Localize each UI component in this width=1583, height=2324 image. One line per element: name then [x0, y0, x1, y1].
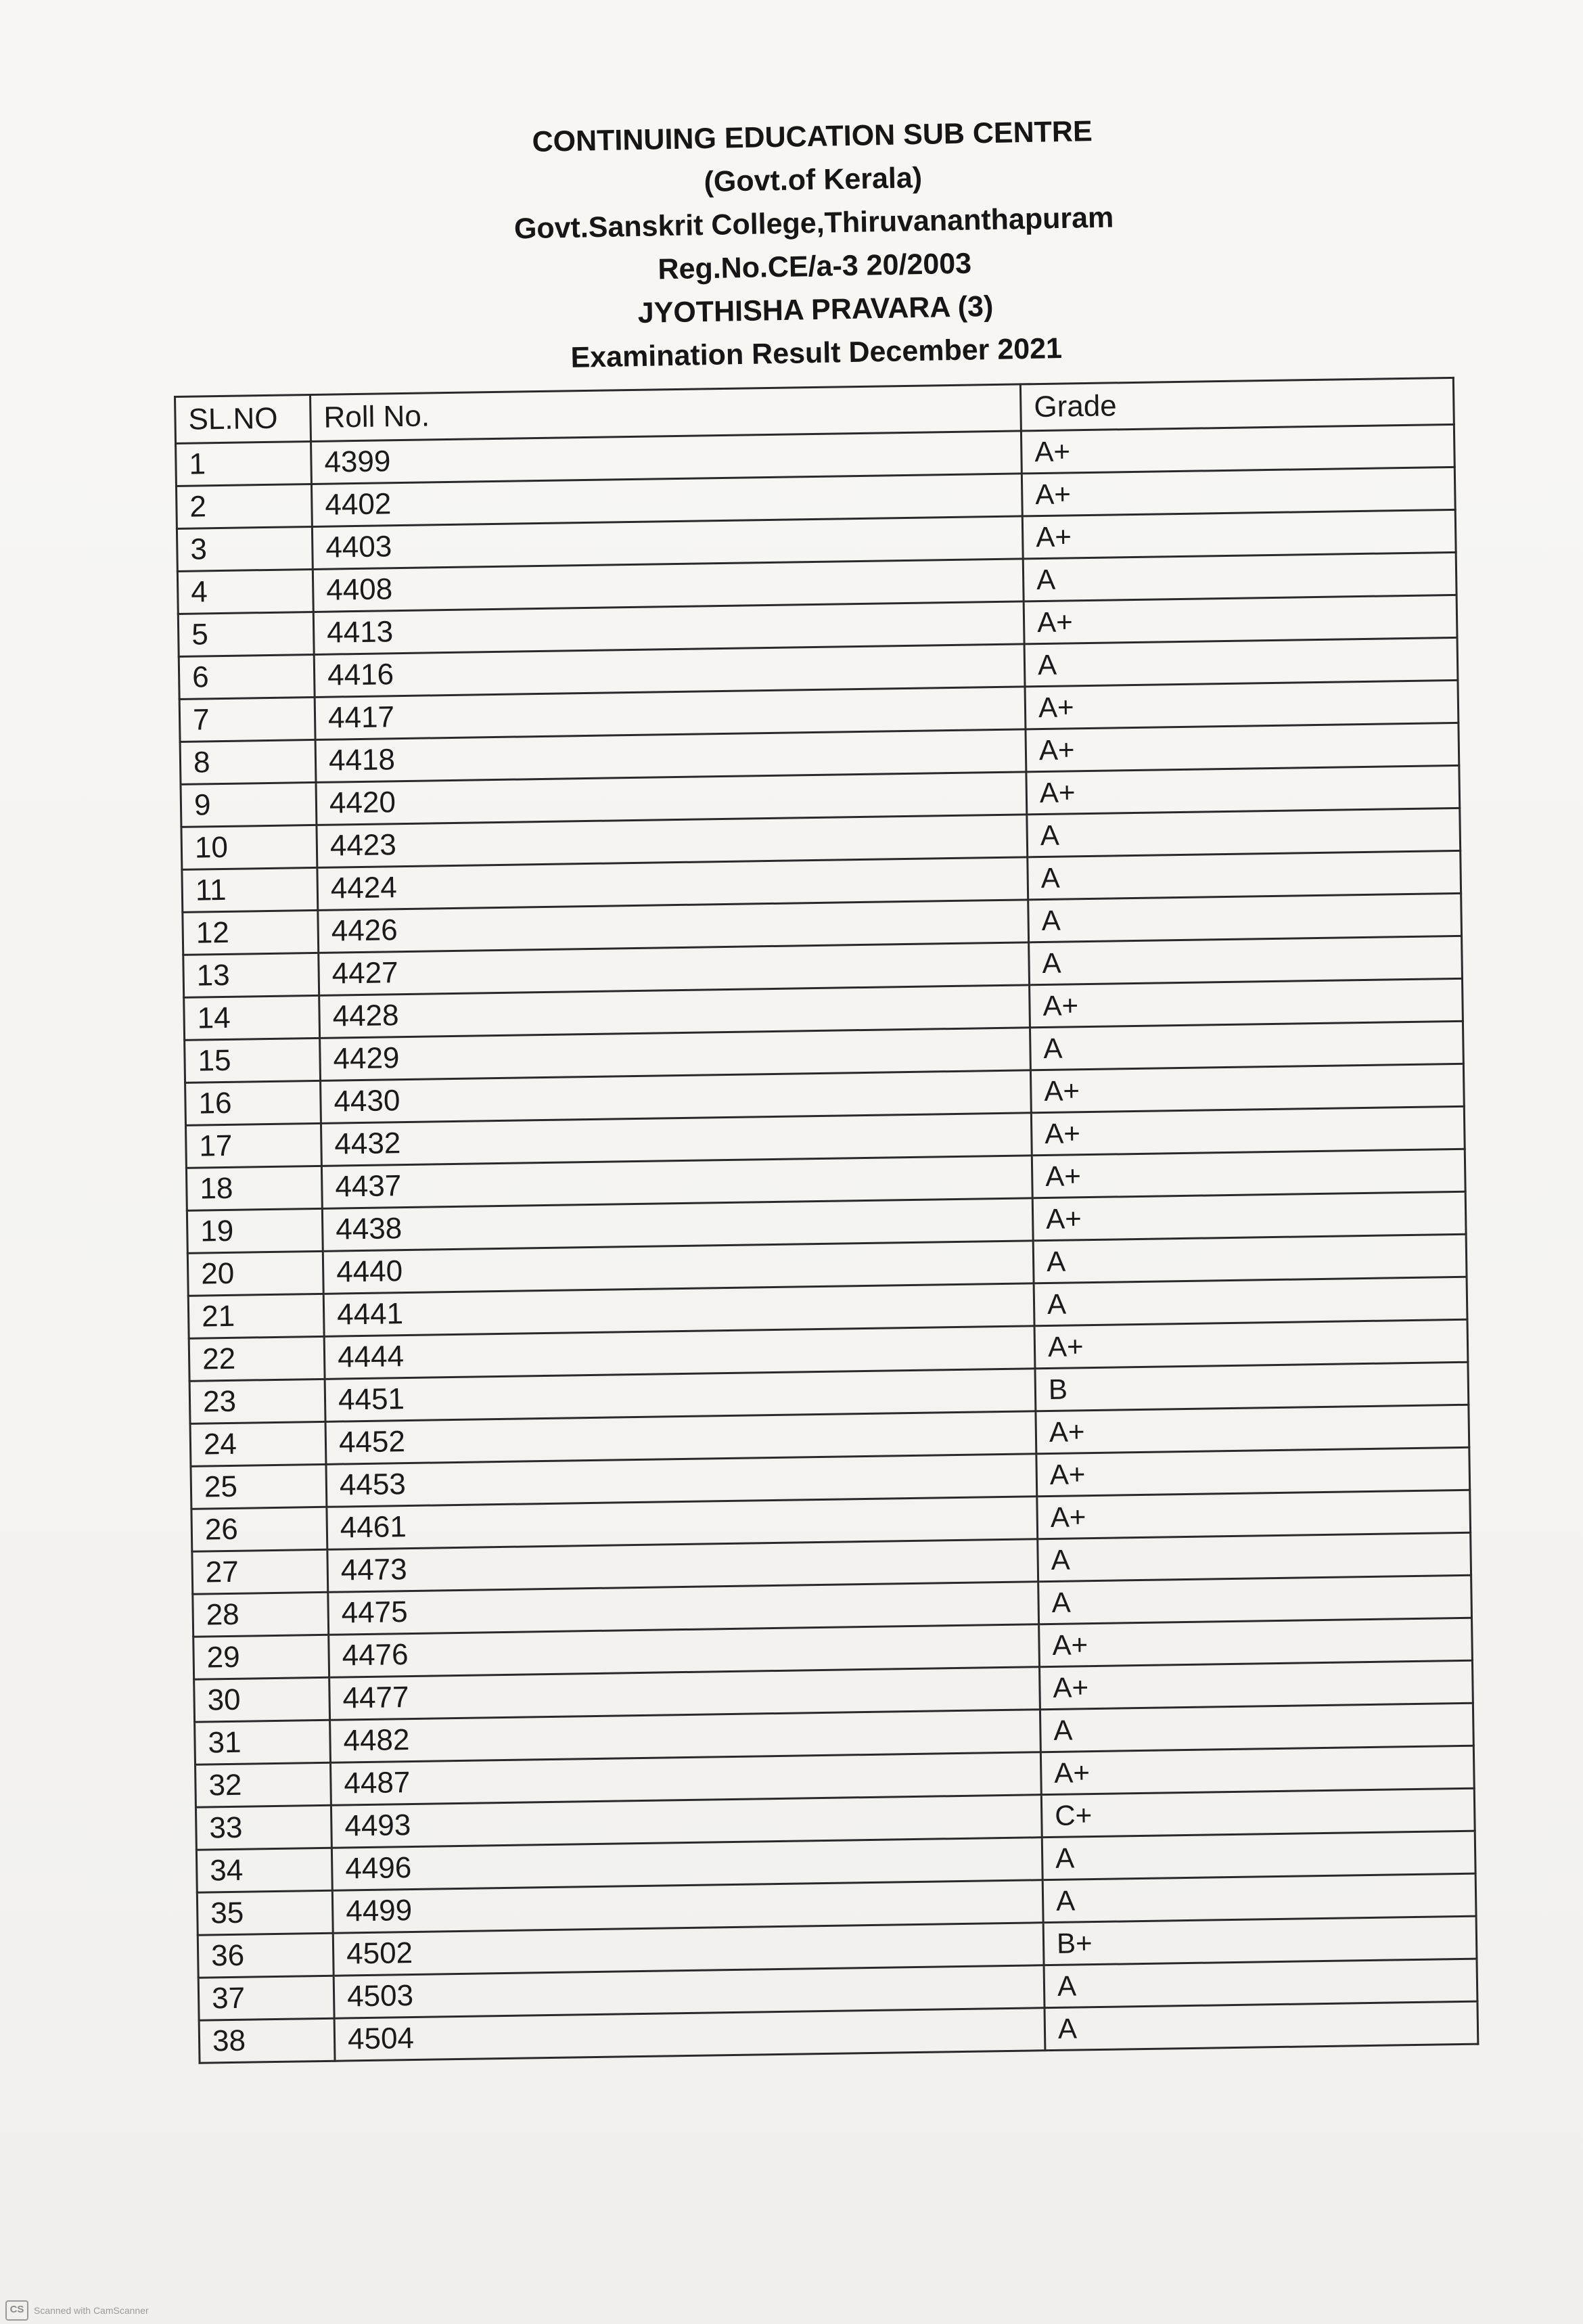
cell-sl-no: 29	[193, 1635, 329, 1679]
cell-grade: A+	[1036, 1447, 1470, 1496]
cell-grade: A	[1038, 1575, 1472, 1624]
cell-grade: A+	[1030, 978, 1463, 1027]
cell-roll-no: 4437	[321, 1156, 1032, 1209]
cell-sl-no: 25	[191, 1464, 327, 1509]
cell-sl-no: 16	[185, 1080, 321, 1125]
cell-sl-no: 11	[182, 867, 318, 912]
cell-grade: A+	[1026, 765, 1460, 814]
cell-grade: A	[1034, 1277, 1467, 1325]
cell-grade: A+	[1022, 509, 1456, 558]
cell-roll-no: 4432	[321, 1113, 1032, 1166]
cell-sl-no: 10	[181, 825, 317, 869]
cell-grade: A+	[1034, 1319, 1468, 1368]
cell-roll-no: 4399	[311, 431, 1022, 484]
cell-sl-no: 21	[188, 1294, 324, 1338]
cell-grade: B+	[1043, 1916, 1477, 1965]
cell-roll-no: 4451	[325, 1369, 1036, 1422]
cell-sl-no: 32	[196, 1762, 331, 1807]
cell-roll-no: 4413	[313, 601, 1024, 655]
cell-grade: A+	[1032, 1191, 1466, 1240]
cell-sl-no: 12	[183, 910, 319, 955]
cell-grade: A+	[1030, 1064, 1464, 1112]
cell-grade: A	[1028, 893, 1462, 942]
cell-sl-no: 4	[177, 569, 313, 614]
cell-sl-no: 34	[196, 1848, 332, 1892]
cell-sl-no: 19	[187, 1208, 323, 1253]
cell-grade: A	[1044, 1959, 1477, 2007]
cell-roll-no: 4461	[327, 1497, 1038, 1550]
header-institution: CONTINUING EDUCATION SUB CENTRE	[532, 115, 1093, 158]
header-reg-no: Reg.No.CE/a-3 20/2003	[658, 247, 972, 286]
header-government: (Govt.of Kerala)	[704, 161, 923, 199]
cell-grade: A	[1030, 1021, 1463, 1070]
cell-roll-no: 4416	[314, 644, 1025, 698]
cell-grade: A	[1038, 1532, 1471, 1581]
cell-sl-no: 14	[184, 995, 320, 1040]
cell-roll-no: 4420	[316, 772, 1027, 825]
cell-sl-no: 2	[176, 484, 312, 528]
cell-roll-no: 4475	[328, 1582, 1039, 1635]
cell-sl-no: 20	[187, 1251, 323, 1296]
cell-grade: A+	[1040, 1746, 1474, 1794]
result-table-wrapper	[174, 377, 1477, 2064]
cell-grade: A	[1029, 936, 1463, 984]
cell-grade: C+	[1041, 1788, 1475, 1837]
cell-roll-no: 4452	[325, 1411, 1036, 1465]
column-header-roll-no: Roll No.	[311, 384, 1022, 442]
cell-grade: A+	[1039, 1618, 1473, 1666]
cell-sl-no: 5	[178, 612, 314, 656]
cell-roll-no: 4440	[323, 1241, 1034, 1294]
cell-sl-no: 6	[179, 654, 315, 699]
cell-sl-no: 13	[183, 953, 319, 997]
cell-sl-no: 28	[193, 1592, 329, 1637]
cell-grade: A	[1045, 2001, 1478, 2050]
cell-grade: A+	[1032, 1149, 1465, 1198]
cell-roll-no: 4430	[321, 1070, 1032, 1124]
cell-sl-no: 3	[177, 526, 313, 571]
document-header	[440, 108, 1189, 382]
cell-roll-no: 4493	[331, 1795, 1042, 1848]
camscanner-logo-icon: CS	[5, 2300, 28, 2321]
cell-sl-no: 8	[180, 739, 316, 784]
scanner-watermark	[5, 2300, 149, 2321]
cell-grade: A+	[1024, 595, 1457, 643]
cell-roll-no: 4402	[311, 474, 1022, 527]
cell-sl-no: 9	[181, 782, 317, 827]
cell-sl-no: 1	[176, 442, 312, 486]
cell-grade: A+	[1026, 723, 1459, 771]
cell-roll-no: 4496	[331, 1838, 1042, 1891]
cell-roll-no: 4487	[330, 1752, 1041, 1806]
cell-roll-no: 4482	[330, 1710, 1041, 1763]
cell-grade: A	[1027, 808, 1461, 857]
result-table	[174, 377, 1479, 2064]
cell-roll-no: 4403	[312, 516, 1023, 570]
header-exam-title: Examination Result December 2021	[570, 332, 1063, 374]
cell-sl-no: 27	[192, 1549, 328, 1594]
cell-grade: A+	[1040, 1660, 1473, 1709]
table-body	[176, 424, 1478, 2063]
cell-roll-no: 4499	[332, 1880, 1043, 1934]
cell-roll-no: 4428	[319, 985, 1030, 1039]
cell-grade: A+	[1021, 424, 1454, 473]
cell-roll-no: 4476	[329, 1624, 1040, 1678]
cell-sl-no: 7	[179, 697, 315, 742]
cell-roll-no: 4418	[315, 729, 1026, 783]
cell-roll-no: 4427	[319, 942, 1030, 996]
cell-sl-no: 31	[195, 1720, 331, 1764]
cell-roll-no: 4441	[323, 1283, 1034, 1337]
cell-roll-no: 4453	[326, 1454, 1037, 1507]
cell-sl-no: 35	[197, 1890, 333, 1935]
header-college: Govt.Sanskrit College,Thiruvananthapuram	[513, 201, 1114, 246]
scanner-text: Scanned with CamScanner	[34, 2305, 149, 2316]
cell-roll-no: 4444	[324, 1326, 1035, 1380]
cell-sl-no: 33	[196, 1805, 331, 1850]
cell-grade: B	[1035, 1362, 1469, 1411]
cell-roll-no: 4438	[322, 1198, 1033, 1252]
cell-sl-no: 23	[189, 1379, 325, 1423]
cell-sl-no: 15	[185, 1038, 321, 1083]
cell-sl-no: 18	[186, 1166, 322, 1210]
cell-roll-no: 4477	[329, 1667, 1040, 1721]
cell-sl-no: 17	[185, 1123, 321, 1168]
column-header-sl-no: SL.NO	[175, 395, 311, 444]
cell-sl-no: 37	[198, 1976, 334, 2020]
column-header-grade: Grade	[1020, 378, 1454, 430]
cell-roll-no: 4423	[317, 815, 1028, 868]
cell-roll-no: 4504	[334, 2008, 1045, 2061]
cell-roll-no: 4408	[313, 559, 1024, 612]
cell-sl-no: 22	[189, 1336, 325, 1381]
cell-sl-no: 38	[199, 2018, 335, 2063]
cell-roll-no: 4473	[327, 1539, 1038, 1593]
cell-roll-no: 4503	[334, 1965, 1045, 2019]
cell-sl-no: 24	[190, 1421, 326, 1466]
cell-grade: A+	[1031, 1106, 1465, 1155]
cell-roll-no: 4426	[318, 900, 1029, 953]
cell-roll-no: 4502	[333, 1923, 1044, 1976]
cell-grade: A	[1033, 1234, 1467, 1283]
cell-sl-no: 26	[191, 1507, 327, 1551]
cell-grade: A	[1040, 1703, 1473, 1752]
cell-sl-no: 30	[194, 1677, 330, 1722]
header-course: JYOTHISHA PRAVARA (3)	[637, 290, 994, 329]
cell-grade: A+	[1036, 1405, 1469, 1453]
cell-roll-no: 4424	[317, 857, 1028, 911]
cell-grade: A	[1042, 1873, 1476, 1922]
cell-grade: A+	[1025, 680, 1459, 729]
cell-grade: A	[1028, 850, 1461, 899]
cell-grade: A+	[1022, 467, 1455, 516]
cell-roll-no: 4417	[315, 687, 1026, 740]
cell-roll-no: 4429	[320, 1028, 1031, 1081]
cell-grade: A+	[1037, 1490, 1471, 1539]
cell-sl-no: 36	[198, 1933, 334, 1978]
cell-grade: A	[1042, 1831, 1475, 1879]
cell-grade: A	[1023, 552, 1456, 601]
cell-grade: A	[1024, 637, 1458, 686]
